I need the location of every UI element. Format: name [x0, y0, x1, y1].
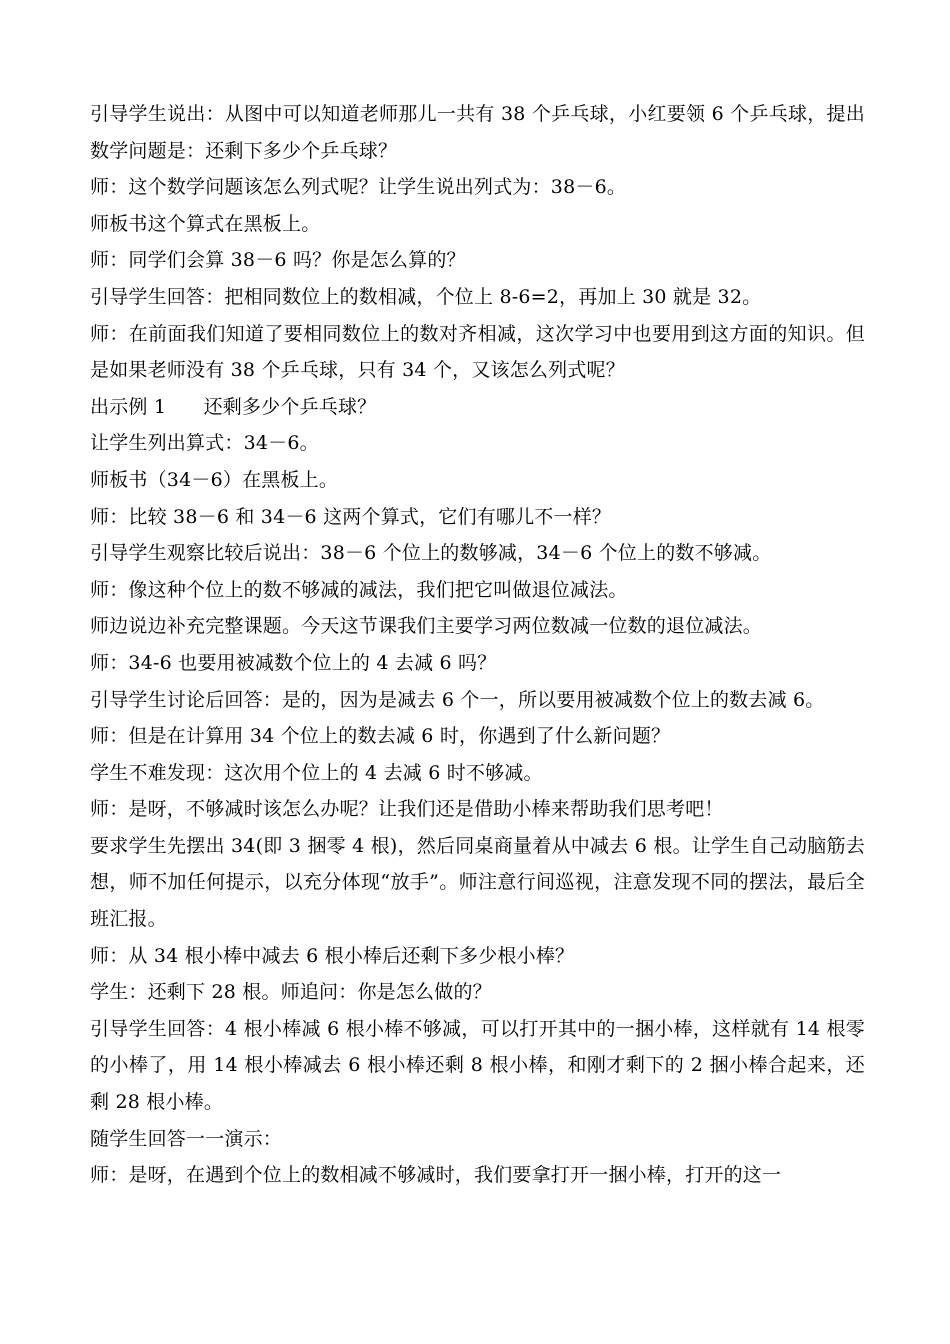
paragraph-new-problem: 师：但是在计算用 34 个位上的数去减 6 时，你遇到了什么新问题？ — [90, 725, 671, 748]
paragraph-student-answer-32: 引导学生回答：把相同数位上的数相减，个位上 8-6=2，再加上 30 就是 32。 — [90, 285, 762, 308]
paragraph-board-writing: 师板书这个算式在黑板上。 — [90, 212, 321, 235]
paragraph-discussion: 引导学生讨论后回答：是的，因为是减去 6 个一，所以要用被减数个位上的数去减 6。 — [90, 688, 825, 711]
paragraph-board-34-6: 师板书（34－6）在黑板上。 — [90, 468, 339, 491]
paragraph-not-enough: 学生不难发现：这次用个位上的 4 去减 6 时不够减。 — [90, 761, 543, 784]
paragraph-compare: 师：比较 38－6 和 34－6 这两个算式，它们有哪儿不一样？ — [90, 505, 612, 528]
paragraph-observe: 引导学生观察比较后说出：38－6 个位上的数够减，34－6 个位上的数不够减。 — [90, 542, 772, 565]
paragraph-activity: 要求学生先摆出 34(即 3 捆零 4 根)，然后同桌商量着从中减去 6 根。让学生自己动脑筋去想，师不加任何提示，以充分体现“放手”。师注意行间巡视，注意发现不同的摆法，最后全班汇报。 — [90, 834, 865, 931]
paragraph-teacher-34: 师：在前面我们知道了要相同数位上的数对齐相减，这次学习中也要用到这方面的知识。但是如果老师没有 38 个乒乓球，只有 34 个，又该怎么列式呢？ — [90, 322, 865, 382]
paragraph-teacher-ones: 师：34-6 也要用被减数个位上的 4 去减 6 吗？ — [90, 651, 497, 674]
paragraph-remaining-question: 师：从 34 根小棒中减去 6 根小棒后还剩下多少根小棒？ — [90, 944, 575, 967]
paragraph-intro-question: 引导学生说出：从图中可以知道老师那儿一共有 38 个乒乓球，小红要领 6 个乒乓球，提出数学问题是：还剩下多少个乒乓球？ — [90, 103, 865, 162]
paragraph-use-sticks: 师：是呀，不够减时该怎么办呢？让我们还是借助小棒来帮助我们思考吧！ — [90, 798, 724, 821]
paragraph-student-expression: 让学生列出算式：34－6。 — [90, 432, 319, 455]
paragraph-topic: 师边说边补充完整课题。今天这节课我们主要学习两位数减一位数的退位减法。 — [90, 615, 763, 638]
paragraph-demo: 随学生回答一一演示： — [90, 1127, 283, 1150]
paragraph-define-borrow: 师：像这种个位上的数不够减的减法，我们把它叫做退位减法。 — [90, 578, 628, 601]
paragraph-example-1: 出示例 1 还剩多少个乒乓球？ — [90, 395, 377, 418]
paragraph-conclusion: 师：是呀，在遇到个位上的数相减不够减时，我们要拿打开一捆小棒，打开的这一 — [90, 1164, 782, 1187]
document-page — [90, 96, 865, 1194]
paragraph-teacher-ask-calc: 师：同学们会算 38－6 吗？你是怎么算的？ — [90, 249, 466, 272]
paragraph-teacher-expression: 师：这个数学问题该怎么列式呢？让学生说出列式为：38－6。 — [90, 176, 627, 199]
paragraph-student-28: 学生：还剩下 28 根。师追问：你是怎么做的？ — [90, 981, 492, 1004]
paragraph-explanation: 引导学生回答：4 根小棒减 6 根小棒不够减，可以打开其中的一捆小棒，这样就有 14 根零的小棒了，用 14 根小棒减去 6 根小棒还剩 8 根小棒，和刚才剩下的 2 捆小棒合起来，还剩 28 根小棒。 — [90, 1017, 865, 1114]
